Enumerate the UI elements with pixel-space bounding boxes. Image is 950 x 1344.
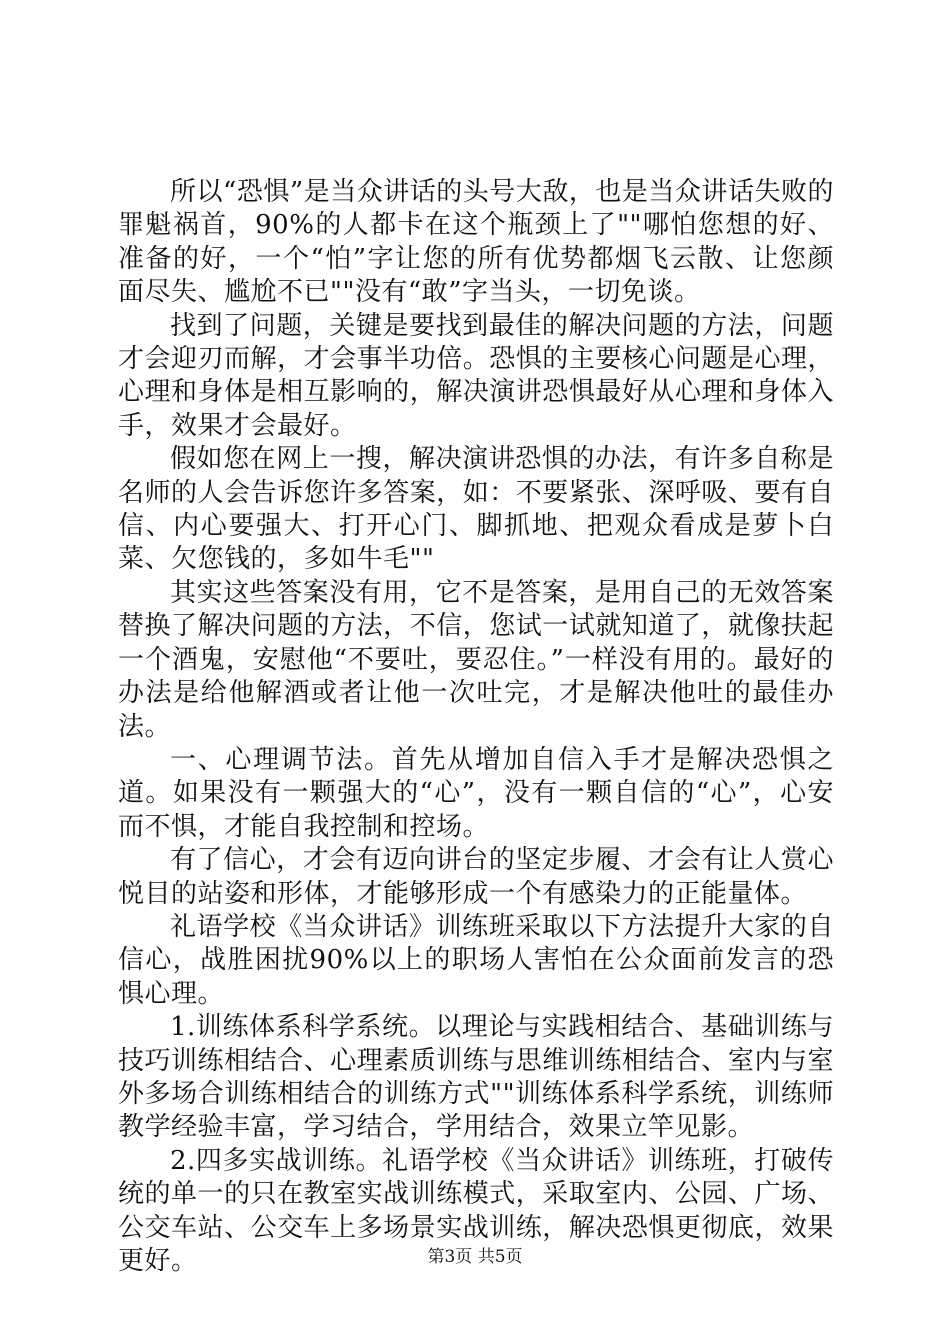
paragraph: 假如您在网上一搜，解决演讲恐惧的办法，有许多自称是名师的人会告诉您许多答案，如：不要紧张、深呼吸、要有自信、内心要强大、打开心门、脚抓地、把观众看成是萝卜白菜、欠您钱的，多如牛毛"" bbox=[118, 444, 834, 575]
paragraph: 一、心理调节法。首先从增加自信入手才是解决恐惧之道。如果没有一颗强大的“心”，没有一颗自信的“心”，心安而不惧，才能自我控制和控场。 bbox=[118, 744, 834, 842]
page-footer: 第3页 共5页 bbox=[427, 1247, 523, 1267]
paragraph: 有了信心，才会有迈向讲台的坚定步履、才会有让人赏心悦目的站姿和形体，才能够形成一个有感染力的正能量体。 bbox=[118, 845, 834, 909]
paragraph: 所以“恐惧”是当众讲话的头号大敌，也是当众讲话失败的罪魁祸首，90%的人都卡在这个瓶颈上了""哪怕您想的好、准备的好，一个“怕”字让您的所有优势都烟飞云散、让您颜面尽失、尴尬不已""没有“敢”字当头，一切免谈。 bbox=[118, 177, 834, 308]
paragraph: 找到了问题，关键是要找到最佳的解决问题的方法，问题才会迎刃而解，才会事半功倍。恐惧的主要核心问题是心理，心理和身体是相互影响的，解决演讲恐惧最好从心理和身体入手，效果才会最好。 bbox=[118, 310, 834, 441]
paragraph: 其实这些答案没有用，它不是答案，是用自己的无效答案替换了解决问题的方法，不信，您试一试就知道了，就像扶起一个酒鬼，安慰他“不要吐，要忍住。”一样没有用的。最好的办法是给他解酒或者让他一次吐完，才是解决他吐的最佳办法。 bbox=[118, 577, 834, 742]
paragraph: 1.训练体系科学系统。以理论与实践相结合、基础训练与技巧训练相结合、心理素质训练与思维训练相结合、室内与室外多场合训练相结合的训练方式""训练体系科学系统，训练师教学经验丰富，学习结合，学用结合，效果立竿见影。 bbox=[118, 1012, 834, 1143]
paragraph: 2.四多实战训练。礼语学校《当众讲话》训练班，打破传统的单一的只在教室实战训练模式，采取室内、公园、广场、公交车站、公交车上多场景实战训练，解决恐惧更彻底，效果更好。 bbox=[118, 1145, 834, 1276]
paragraph: 礼语学校《当众讲话》训练班采取以下方法提升大家的自信心，战胜困扰90%以上的职场人害怕在公众面前发言的恐惧心理。 bbox=[118, 911, 834, 1009]
body-text bbox=[118, 176, 834, 1278]
